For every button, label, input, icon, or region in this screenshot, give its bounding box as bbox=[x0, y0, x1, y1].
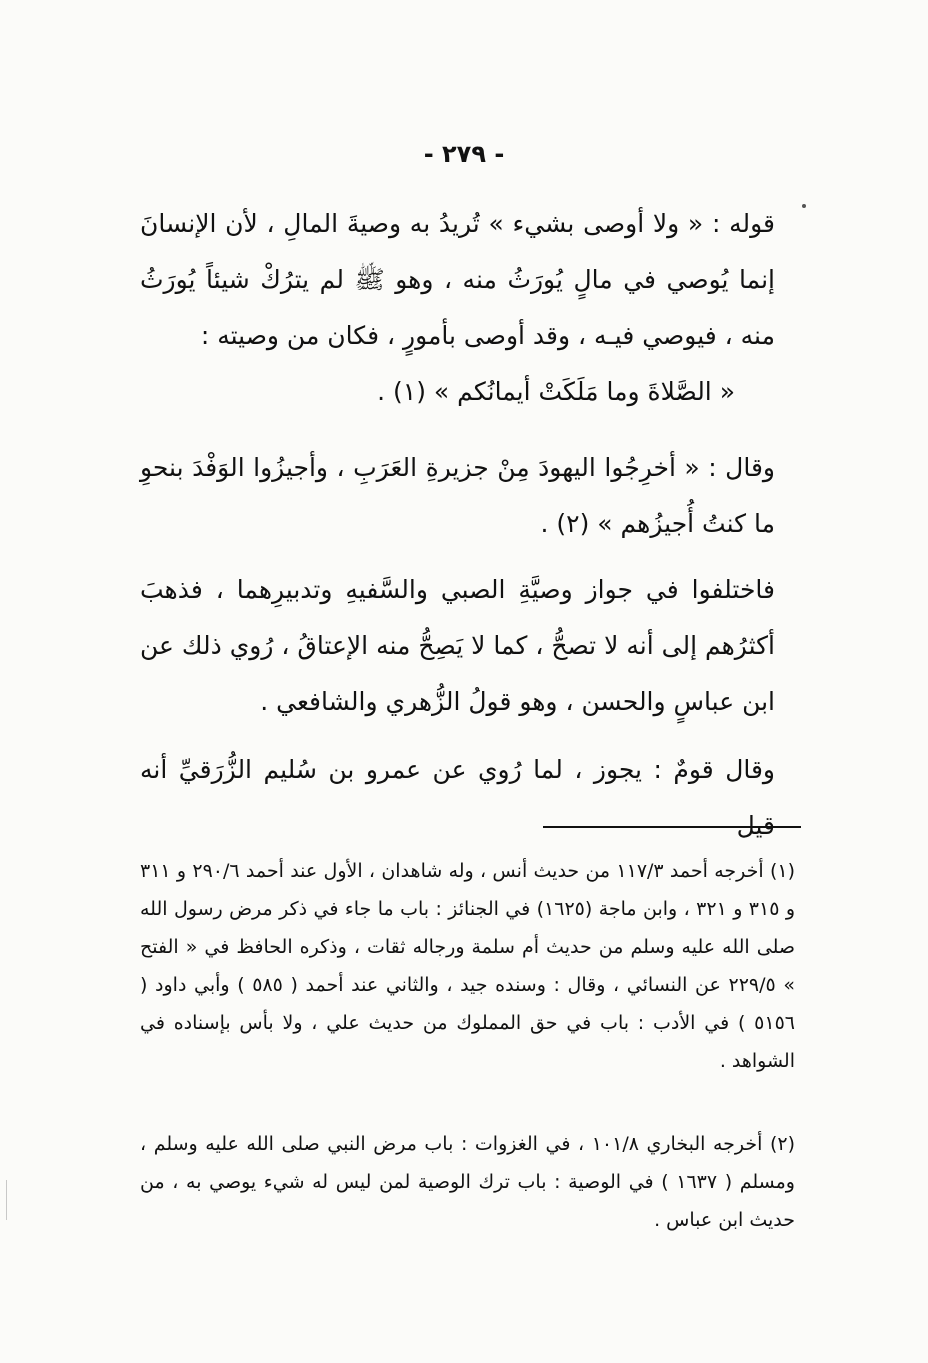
body-paragraph-1 bbox=[140, 196, 795, 420]
scan-edge-mark bbox=[6, 1180, 7, 1220]
page-number: - ٢٧٩ - bbox=[423, 140, 505, 168]
footnote-divider bbox=[543, 826, 801, 828]
body-paragraph-3 bbox=[140, 562, 795, 730]
paragraph-text: فاختلفوا في جواز وصيَّةِ الصبي والسَّفيهِ وتدبيرِهما ، فذهبَ أكثرُهم إلى أنه لا تصحُّ ، كما لا يَصِحُّ منه الإعتاقُ ، رُوي ذلك عن ابن عباسٍ والحسن ، وهو قولُ الزُّهري والشافعي . bbox=[140, 575, 775, 716]
footnote-text: (١) أخرجه أحمد ١١٧/٣ من حديث أنس ، وله شاهدان ، الأول عند أحمد ٢٩٠/٦ و ٣١١ و ٣١٥ و ٣٢١ ، وابن ماجة (١٦٢٥) في الجنائز : باب ما جاء في ذكر مرض رسول الله صلى الله عليه وسلم من حديث أم سلمة ورجاله ثقات ، وذكره الحافظ في « الفتح » ٢٢٩/٥ عن النسائي ، وقال : وسنده جيد ، والثاني عند أحمد ( ٥٨٥ ) وأبي داود ( ٥١٥٦ ) في الأدب : باب في حق المملوك من حديث علي ، ولا بأس بإسناده في الشواهد . bbox=[140, 860, 795, 1072]
footnote-2 bbox=[140, 1125, 795, 1239]
paragraph-text: وقال قومٌ : يجوز ، لما رُوي عن عمرو بن سُليم الزُّرَقيِّ أنه قيل bbox=[140, 755, 775, 840]
body-paragraph-2 bbox=[140, 440, 795, 552]
scan-speck bbox=[802, 204, 806, 208]
footnote-text: (٢) أخرجه البخاري ١٠١/٨ ، في الغزوات : باب مرض النبي صلى الله عليه وسلم ، ومسلم ( ١٦٣٧ ) في الوصية : باب ترك الوصية لمن ليس له شيء يوصي به ، من حديث ابن عباس . bbox=[140, 1133, 796, 1231]
body-paragraph-4 bbox=[140, 742, 795, 854]
paragraph-text: قوله : « ولا أوصى بشيء » تُريدُ به وصيةَ المالِ ، لأن الإنسانَ إنما يُوصي في مالٍ يُورَثُ منه ، وهو ﷺ لم يترُكْ شيئاً يُورَثُ منه ، فيوصي فيـه ، وقد أوصى بأمورٍ ، فكان من وصيته : bbox=[140, 209, 775, 350]
footnote-1 bbox=[140, 852, 795, 1080]
paragraph-text: وقال : « أخرِجُوا اليهودَ مِنْ جزيرةِ العَرَبِ ، وأجيزُوا الوَفْدَ بنحوِ ما كنتُ أُجيزُهم » (٢) . bbox=[140, 453, 775, 538]
quoted-saying: « الصَّلاةَ وما مَلَكَتْ أيمانُكم » (١) . bbox=[377, 377, 735, 406]
